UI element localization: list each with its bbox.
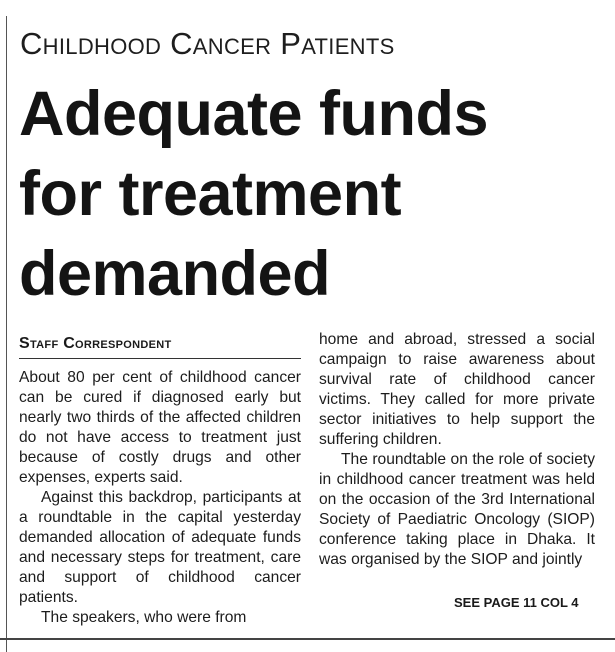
headline-line-3: demanded [19,239,331,309]
continuation-jump-line: SEE PAGE 11 COL 4 [454,595,579,610]
headline-line-2: for treatment [19,159,402,229]
kicker-heading: Childhood Cancer Patients [20,26,395,61]
headline-line-1: Adequate funds [19,79,489,149]
article-column-2 [319,330,595,570]
paragraph-4: home and abroad, stressed a social campaign to raise awareness about survival rate of childhood cancer victims. They called for more private sector initiatives to help support the suffering children. [319,331,595,448]
bottom-border-rule [0,638,615,640]
article-column-1 [19,368,301,628]
paragraph-3: The speakers, who were from [41,609,247,626]
byline: Staff Correspondent [19,334,301,359]
headline [19,74,609,314]
paragraph-1: About 80 per cent of childhood cancer can be cured if diagnosed early but nearly two thirds of the affected children do not have access to treatment just because of costly drugs and other expenses, experts said. [19,369,301,486]
paragraph-2: Against this backdrop, participants at a roundtable in the capital yesterday demanded allocation of adequate funds and necessary steps for treatment, care and support of childhood cancer patients. [19,489,301,606]
paragraph-5: The roundtable on the role of society in childhood cancer treatment was held on the occasion of the 3rd International Society of Paediatric Oncology (SIOP) conference taking place in Dhaka. It was organised by the SIOP and jointly [319,451,595,568]
left-border-rule [6,16,7,652]
